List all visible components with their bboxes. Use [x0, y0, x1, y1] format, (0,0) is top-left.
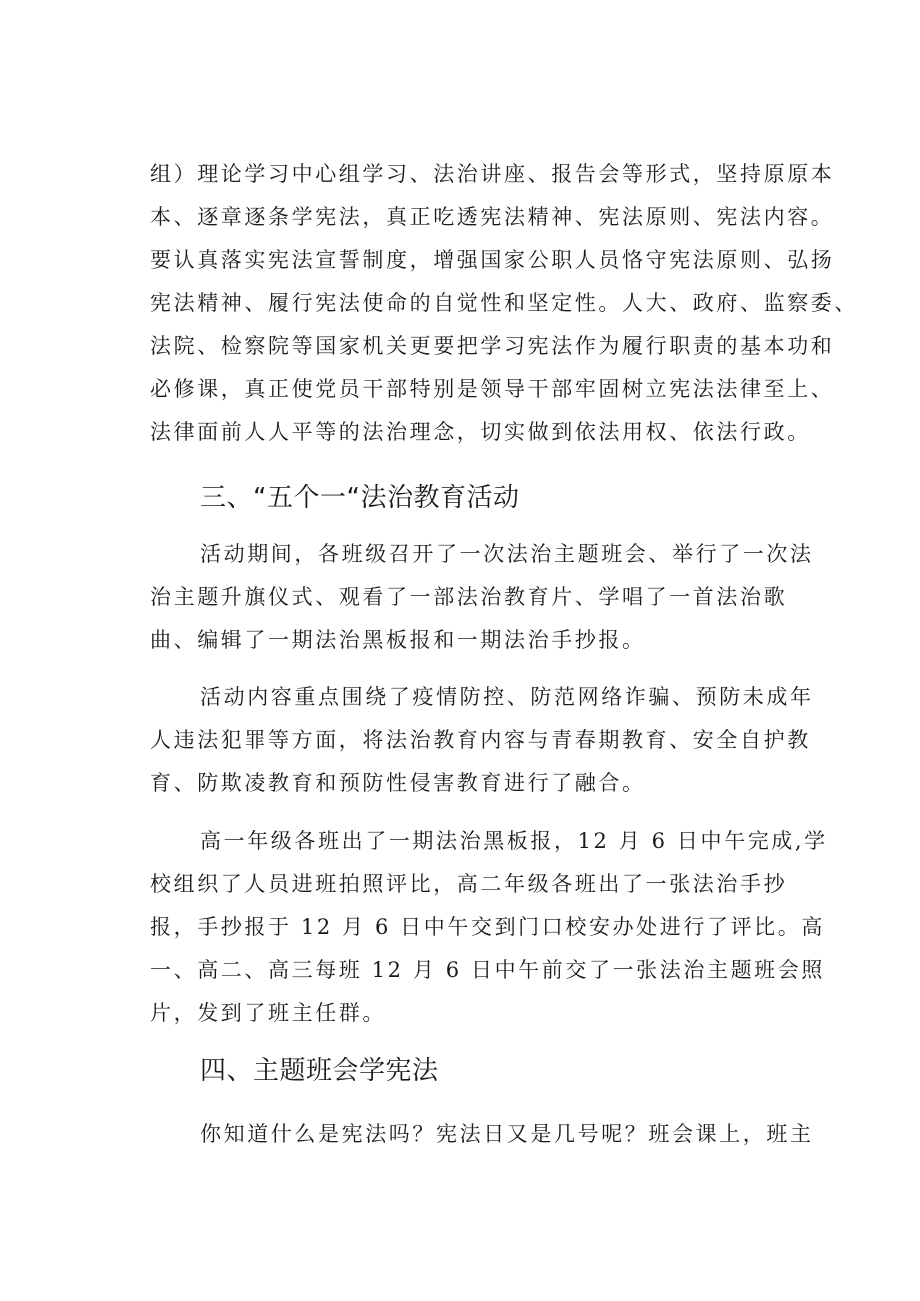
- paragraph-3-line-3: 育、防欺凌教育和预防性侵害教育进行了融合。: [150, 771, 646, 795]
- paragraph-1-line-2: 本、逐章逐条学宪法，真正吃透宪法精神、宪法原则、宪法内容。: [150, 205, 835, 229]
- paragraph-5-line-1: 你知道什么是宪法吗？宪法日又是几号呢？班会课上，班主: [200, 1122, 814, 1146]
- paragraph-4-line-2: 校组织了人员进班拍照评比，高二年级各班出了一张法治手抄: [150, 872, 788, 896]
- paragraph-4-line-3: 报，手抄报于 12 月 6 日中午交到门口校安办处进行了评比。高: [150, 915, 825, 939]
- paragraph-2-line-2: 治主题升旗仪式、观看了一部法治教育片、学唱了一首法治歌: [150, 585, 788, 609]
- paragraph-1-line-3: 要认真落实宪法宣誓制度，增强国家公职人员恪守宪法原则、弘扬: [150, 248, 835, 272]
- paragraph-1-line-1: 组）理论学习中心组学习、法治讲座、报告会等形式，坚持原原本: [150, 162, 835, 186]
- paragraph-4-line-5: 片，发到了班主任群。: [150, 1001, 386, 1025]
- paragraph-1-line-4: 宪法精神、履行宪法使命的自觉性和坚定性。人大、政府、监察委、: [150, 291, 858, 315]
- paragraph-3-line-1: 活动内容重点围绕了疫情防控、防范网络诈骗、预防未成年: [200, 685, 814, 709]
- paragraph-1-line-5: 法院、检察院等国家机关更要把学习宪法作为履行职责的基本功和: [150, 334, 835, 358]
- section-heading-3: 三、“五个一“法治教育活动: [200, 483, 520, 513]
- paragraph-2-line-3: 曲、编辑了一期法治黑板报和一期法治手抄报。: [150, 628, 646, 652]
- paragraph-1-line-6: 必修课，真正使党员干部特别是领导干部牢固树立宪法法律至上、: [150, 377, 835, 401]
- section-heading-4: 四、主题班会学宪法: [200, 1056, 439, 1086]
- paragraph-3-line-2: 人违法犯罪等方面，将法治教育内容与青春期教育、安全自护教: [150, 728, 811, 752]
- paragraph-2-line-1: 活动期间，各班级召开了一次法治主题班会、举行了一次法: [200, 542, 814, 566]
- paragraph-4-line-4: 一、高二、高三每班 12 月 6 日中午前交了一张法治主题班会照: [150, 958, 825, 982]
- paragraph-4-line-1: 高一年级各班出了一期法治黑板报，12 月 6 日中午完成,学: [200, 829, 828, 853]
- paragraph-1-line-7: 法律面前人人平等的法治理念，切实做到依法用权、依法行政。: [150, 420, 811, 444]
